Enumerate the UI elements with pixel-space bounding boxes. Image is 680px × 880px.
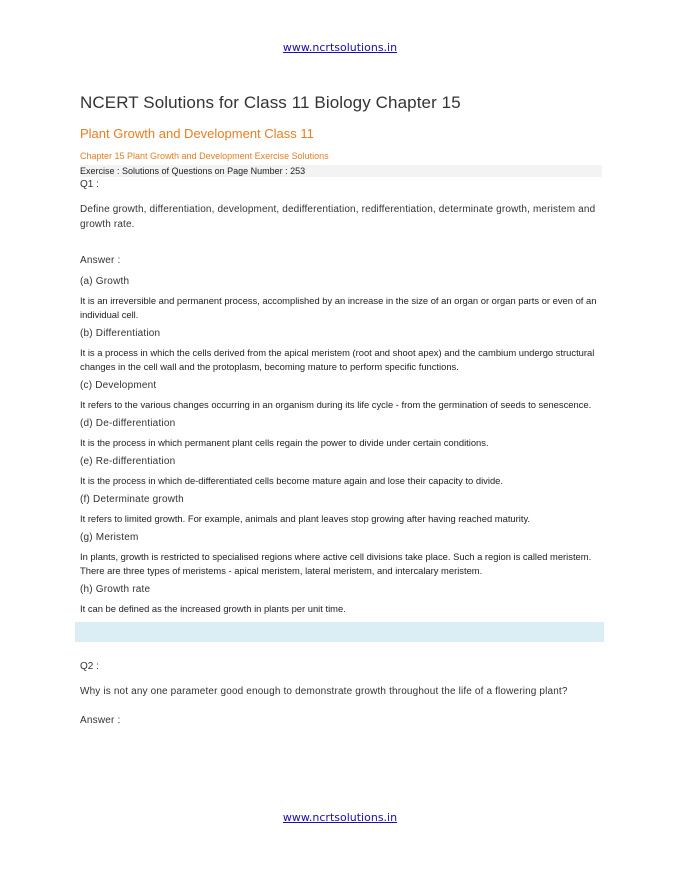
- document-content: [80, 93, 602, 726]
- exercise-line: Exercise : Solutions of Questions on Page Number : 253: [80, 165, 602, 177]
- chapter-line: Chapter 15 Plant Growth and Development Exercise Solutions: [80, 151, 329, 161]
- section-divider-band: [75, 622, 604, 642]
- answer-item-head: (a) Growth: [80, 276, 130, 287]
- answer-item-body: It can be defined as the increased growth in plants per unit time.: [80, 603, 346, 614]
- answer-item-head: (g) Meristem: [80, 532, 139, 543]
- q2-text: Why is not any one parameter good enough to demonstrate growth throughout the life of a flowering plant?: [80, 686, 568, 697]
- q2-label: Q2 :: [80, 661, 99, 672]
- answer-item-head: (h) Growth rate: [80, 584, 151, 595]
- q1-text: Define growth, differentiation, development, dedifferentiation, redifferentiation, determinate growth, meristem and growth rate.: [80, 204, 596, 230]
- answer-item-head: (e) Re-differentiation: [80, 456, 176, 467]
- footer-site-link[interactable]: www.ncrtsolutions.in: [282, 811, 398, 824]
- answer-item-body: It is a process in which the cells derived from the apical meristem (root and shoot apex) and the cambium undergo structural changes in the cell wall and the protoplasm, becoming mature to perform specific functions.: [80, 347, 595, 372]
- q1-label: Q1 :: [80, 179, 99, 190]
- q1-answer-label: Answer :: [80, 255, 121, 266]
- page-title: NCERT Solutions for Class 11 Biology Chapter 15: [80, 93, 461, 112]
- answer-item-body: It is an irreversible and permanent process, accomplished by an increase in the size of an organ or organ parts or even of an individual cell.: [80, 295, 597, 320]
- header-site-link[interactable]: www.ncrtsolutions.in: [282, 41, 398, 54]
- page-subtitle: Plant Growth and Development Class 11: [80, 126, 314, 141]
- answer-item-head: (b) Differentiation: [80, 328, 161, 339]
- answer-item-head: (d) De-differentiation: [80, 418, 176, 429]
- answer-item-body: It is the process in which de-differentiated cells become mature again and lose their capacity to divide.: [80, 475, 503, 486]
- q1-answer-items: [80, 276, 602, 616]
- answer-item-head: (f) Determinate growth: [80, 494, 184, 505]
- answer-item-body: In plants, growth is restricted to specialised regions where active cell divisions take place. Such a region is called meristem. There are three types of meristems - apical meristem, lateral meristem, and intercalary meristem.: [80, 551, 592, 576]
- answer-item-head: (c) Development: [80, 380, 157, 391]
- answer-item-body: It is the process in which permanent plant cells regain the power to divide under certain conditions.: [80, 437, 489, 448]
- q2-answer-label: Answer :: [80, 715, 121, 726]
- answer-item-body: It refers to limited growth. For example, animals and plant leaves stop growing after having reached maturity.: [80, 513, 531, 524]
- answer-item-body: It refers to the various changes occurring in an organism during its life cycle - from the germination of seeds to senescence.: [80, 399, 592, 410]
